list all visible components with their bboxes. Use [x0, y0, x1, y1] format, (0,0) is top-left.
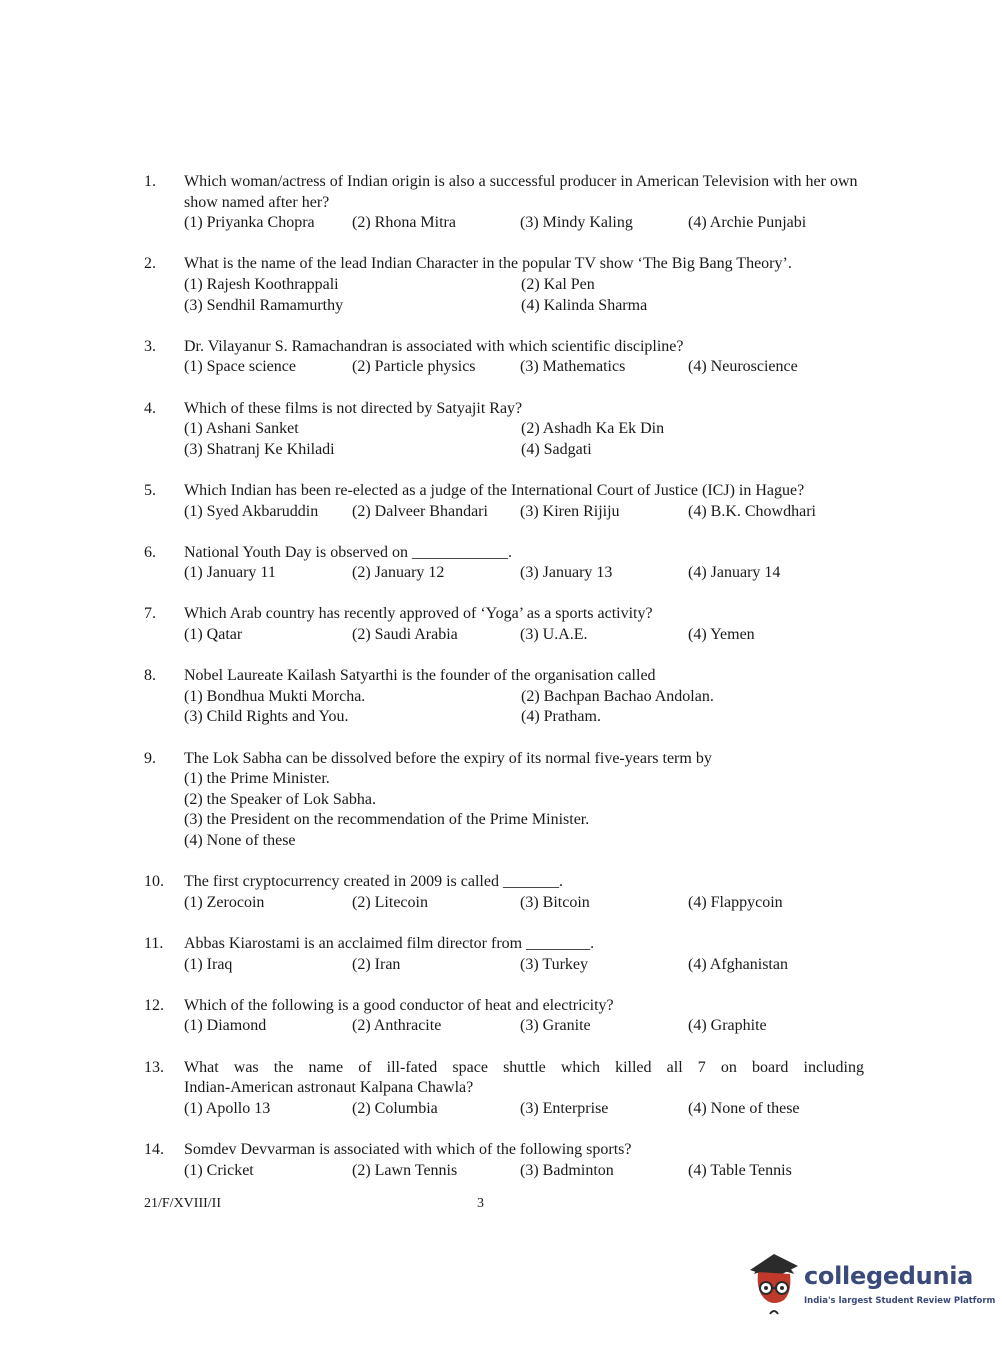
logo-tagline: India's largest Student Review Platform [804, 1296, 996, 1306]
question-number: 9. [144, 749, 156, 767]
options-group [184, 1161, 864, 1182]
question-text: Which Indian has been re-elected as a judge of the International Court of Justice (ICJ) in Hague? [184, 481, 805, 499]
question-number: 8. [144, 667, 156, 685]
answer-option: (3) Child Rights and You. [184, 708, 349, 726]
question-number: 5. [144, 481, 156, 499]
logo-wordmark: collegedunia [804, 1262, 974, 1290]
answer-option: (2) Iran [352, 955, 401, 973]
answer-option: (1) Priyanka Chopra [184, 214, 315, 232]
answer-option: (3) Bitcoin [520, 893, 590, 911]
answer-option: (1) Bondhua Mukti Morcha. [184, 687, 366, 705]
answer-option: (1) Space science [184, 358, 296, 376]
question-text: Somdev Devvarman is associated with which of the following sports? [184, 1140, 632, 1158]
answer-option: (1) Zerocoin [184, 893, 265, 911]
question-number: 1. [144, 173, 156, 190]
answer-option: (4) Archie Punjabi [688, 214, 807, 232]
question-item [144, 749, 864, 852]
question-text: Which Arab country has recently approved of ‘Yoga’ as a sports activity? [184, 605, 653, 623]
answer-option: (2) Rhona Mitra [352, 214, 456, 232]
answer-option: (3) Shatranj Ke Khiladi [184, 440, 335, 458]
question-number: 11. [144, 934, 164, 952]
question-item [144, 996, 864, 1037]
answer-option: (3) U.A.E. [520, 626, 588, 644]
question-item [144, 337, 864, 378]
answer-option: (2) Litecoin [352, 893, 428, 911]
answer-option: (1) the Prime Minister. [184, 770, 330, 788]
answer-option: (4) Table Tennis [688, 1161, 792, 1179]
question-text: Dr. Vilayanur S. Ramachandran is associated with which scientific discipline? [184, 337, 684, 355]
options-group [184, 625, 864, 646]
question-text: Which of the following is a good conductor of heat and electricity? [184, 996, 614, 1014]
answer-option: (2) Saudi Arabia [352, 626, 458, 644]
answer-option: (4) Yemen [688, 626, 755, 644]
answer-option: (1) Cricket [184, 1161, 254, 1179]
answer-option: (3) Turkey [520, 955, 589, 973]
options-group [184, 213, 864, 234]
options-group [184, 1016, 864, 1037]
answer-option: (4) Flappycoin [688, 893, 783, 911]
options-group [184, 357, 864, 378]
options-group [184, 563, 864, 584]
options-group [184, 1099, 864, 1120]
answer-option: (3) Enterprise [520, 1099, 609, 1117]
answer-option: (2) Kal Pen [521, 275, 595, 293]
answer-option: (1) Apollo 13 [184, 1099, 271, 1117]
options-group [184, 419, 864, 460]
answer-option: (4) B.K. Chowdhari [688, 502, 816, 520]
question-number: 10. [144, 873, 164, 891]
question-number: 14. [144, 1140, 164, 1158]
answer-option: (4) January 14 [688, 564, 781, 582]
answer-option: (3) Sendhil Ramamurthy [184, 296, 344, 314]
question-item [144, 872, 864, 913]
answer-option: (2) January 12 [352, 564, 445, 582]
answer-option: (3) Kiren Rijiju [520, 502, 620, 520]
question-text: Which woman/actress of Indian origin is also a successful producer in American Television with her own show named after her? [184, 173, 858, 211]
answer-option: (2) the Speaker of Lok Sabha. [184, 790, 376, 808]
question-item [144, 172, 864, 234]
answer-option: (2) Ashadh Ka Ek Din [521, 420, 665, 438]
options-group [184, 955, 864, 976]
question-text-continued: Indian-American astronaut Kalpana Chawla? [184, 1079, 474, 1097]
question-item [144, 666, 864, 728]
question-item [144, 604, 864, 645]
answer-option: (4) Graphite [688, 1017, 767, 1035]
question-text: The Lok Sabha can be dissolved before the expiry of its normal five-years term by [184, 749, 712, 767]
answer-option: (4) None of these [688, 1099, 800, 1117]
question-item [144, 399, 864, 461]
answer-option: (1) Iraq [184, 955, 233, 973]
answer-option: (4) Pratham. [521, 708, 601, 726]
answer-option: (3) Badminton [520, 1161, 614, 1179]
answer-option: (2) Dalveer Bhandari [352, 502, 488, 520]
options-group [184, 893, 864, 914]
question-number: 7. [144, 605, 156, 623]
answer-option: (4) Kalinda Sharma [521, 296, 648, 314]
answer-option: (4) Neuroscience [688, 358, 798, 376]
answer-option: (1) Diamond [184, 1017, 267, 1035]
paper-code: 21/F/XVIII/II [144, 1196, 221, 1211]
question-number: 3. [144, 337, 156, 355]
question-text: Which of these films is not directed by Satyajit Ray? [184, 399, 523, 417]
options-group [184, 502, 864, 523]
question-item [144, 481, 864, 522]
answer-option: (1) Qatar [184, 626, 243, 644]
page-number: 3 [477, 1196, 484, 1211]
question-list [144, 172, 864, 1202]
options-group [184, 275, 864, 316]
question-number: 4. [144, 399, 156, 417]
question-text: What is the name of the lead Indian Character in the popular TV show ‘The Big Bang Theory’. [184, 255, 792, 273]
answer-option: (2) Lawn Tennis [352, 1161, 458, 1179]
options-group [184, 769, 864, 851]
answer-option: (3) Mathematics [520, 358, 626, 376]
answer-option: (1) January 11 [184, 564, 276, 582]
question-number: 6. [144, 543, 156, 561]
answer-option: (4) Afghanistan [688, 955, 788, 973]
answer-option: (2) Particle physics [352, 358, 476, 376]
question-item [144, 934, 864, 975]
options-group [184, 687, 864, 728]
question-number: 2. [144, 255, 156, 273]
answer-option: (3) Granite [520, 1017, 591, 1035]
question-text: What was the name of ill-fated space shuttle which killed all 7 on board including [184, 1058, 864, 1076]
answer-option: (3) the President on the recommendation of the Prime Minister. [184, 811, 590, 829]
answer-option: (2) Columbia [352, 1099, 438, 1117]
collegedunia-logo [744, 1248, 996, 1318]
answer-option: (4) Sadgati [521, 440, 592, 458]
answer-option: (4) None of these [184, 832, 296, 849]
question-number: 13. [144, 1058, 164, 1076]
answer-option: (3) January 13 [520, 564, 613, 582]
question-item [144, 1058, 864, 1120]
question-text: Nobel Laureate Kailash Satyarthi is the founder of the organisation called [184, 667, 656, 685]
question-number: 12. [144, 996, 164, 1014]
answer-option: (2) Anthracite [352, 1017, 442, 1035]
question-item [144, 254, 864, 316]
answer-option: (1) Syed Akbaruddin [184, 502, 319, 520]
question-item [144, 1140, 864, 1181]
answer-option: (2) Bachpan Bachao Andolan. [521, 687, 714, 705]
answer-option: (1) Ashani Sanket [184, 420, 299, 438]
question-text: The first cryptocurrency created in 2009 is called _______. [184, 873, 563, 891]
question-text: Abbas Kiarostami is an acclaimed film director from ________. [184, 934, 595, 952]
question-item [144, 543, 864, 584]
mascot-icon [744, 1248, 804, 1318]
question-text: National Youth Day is observed on ____________. [184, 543, 512, 561]
answer-option: (1) Rajesh Koothrappali [184, 275, 339, 293]
answer-option: (3) Mindy Kaling [520, 214, 633, 232]
